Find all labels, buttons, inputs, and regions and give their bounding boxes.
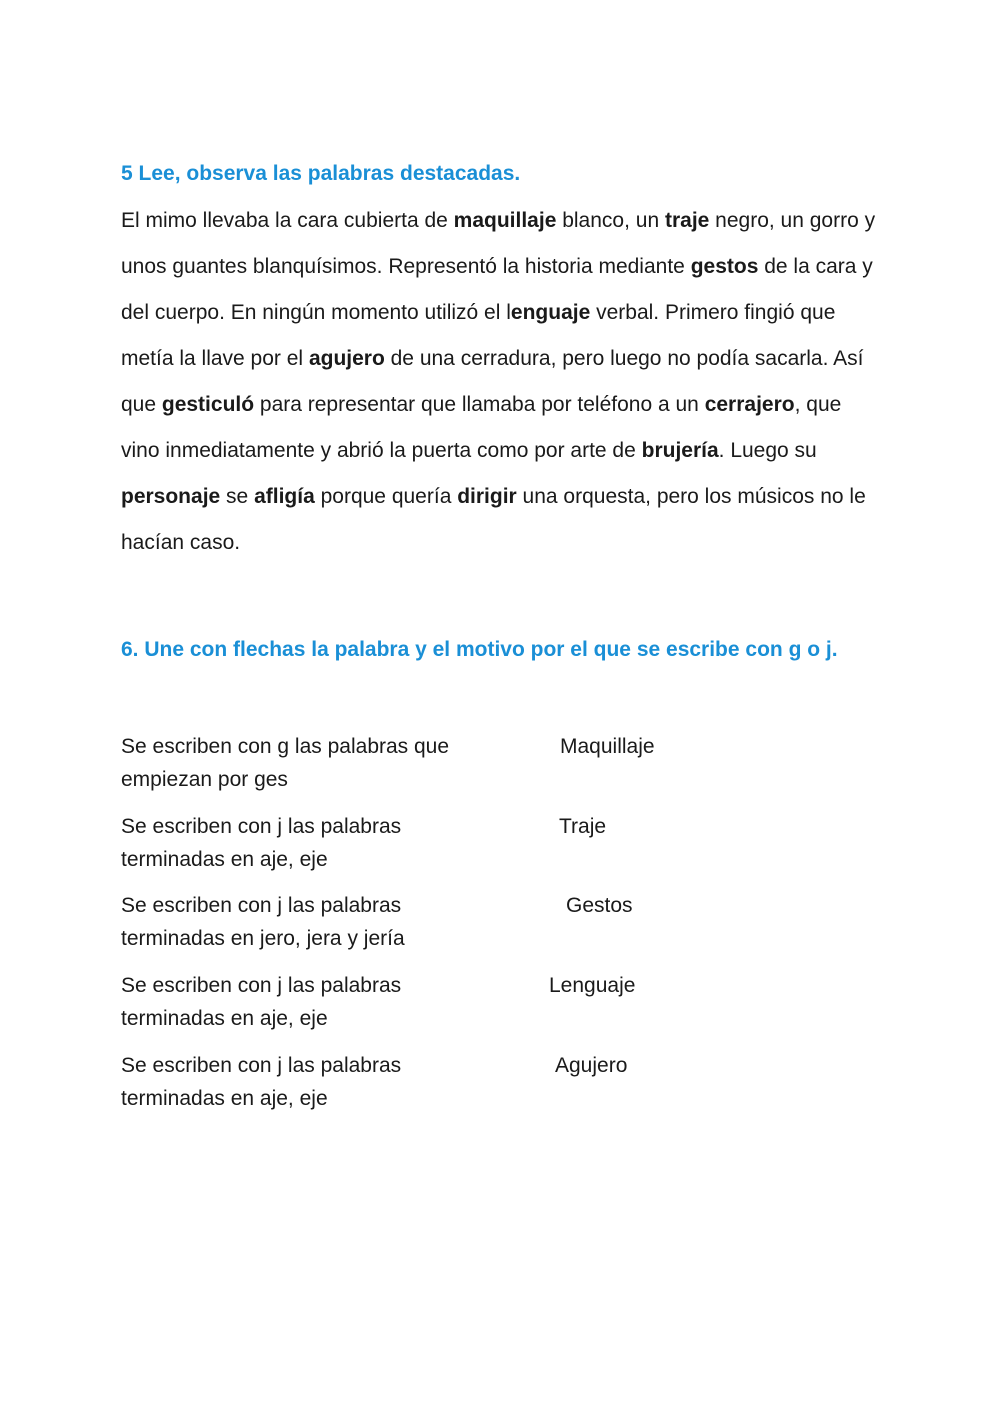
paragraph-text: blanco, un bbox=[556, 209, 665, 232]
highlighted-word: cerrajero bbox=[704, 393, 795, 416]
rule-text: Se escriben con j las palabras terminadas en aje, eje bbox=[121, 815, 402, 871]
paragraph-text: , que vino inmediatamente y abrió la puerta como por arte de bbox=[121, 393, 842, 462]
highlighted-word: dirigir bbox=[457, 485, 517, 508]
highlighted-word: traje bbox=[664, 209, 710, 232]
exercise-5-heading: 5 Lee, observa las palabras destacadas. bbox=[121, 162, 521, 185]
match-row bbox=[121, 810, 881, 880]
paragraph-text: para representar que llamaba por teléfono a un bbox=[254, 393, 705, 416]
rule-text: Se escriben con j las palabras terminadas en aje, eje bbox=[121, 1054, 402, 1110]
paragraph-text: El mimo llevaba la cara cubierta de bbox=[121, 209, 454, 232]
highlighted-word: agujero bbox=[308, 347, 385, 370]
paragraph-text: de una cerradura, pero luego no podía sacarla. Así que bbox=[121, 347, 864, 416]
paragraph-text: se bbox=[220, 485, 255, 508]
word-option[interactable]: Maquillaje bbox=[560, 735, 655, 758]
rule-text: Se escriben con j las palabras terminadas en jero, jera y jería bbox=[121, 894, 405, 950]
exercise-5-paragraph bbox=[121, 198, 881, 566]
paragraph-text: una orquesta, pero los músicos no le hacían caso. bbox=[121, 485, 866, 554]
rule-text: Se escriben con g las palabras que empiezan por ges bbox=[121, 735, 450, 791]
highlighted-word: enguaje bbox=[510, 301, 591, 324]
highlighted-word: afligía bbox=[254, 485, 315, 508]
match-row bbox=[121, 889, 881, 959]
word-option[interactable]: Agujero bbox=[555, 1054, 628, 1077]
highlighted-word: personaje bbox=[121, 485, 221, 508]
match-row bbox=[121, 1049, 881, 1119]
paragraph-text: negro, un gorro y unos guantes blanquísimos. Representó la historia mediante bbox=[121, 209, 876, 278]
paragraph-text: de la cara y del cuerpo. En ningún momento utilizó el l bbox=[121, 255, 873, 324]
highlighted-word: gestos bbox=[690, 255, 759, 278]
rule-text: Se escriben con j las palabras terminadas en aje, eje bbox=[121, 974, 402, 1030]
match-row bbox=[121, 730, 881, 800]
word-option[interactable]: Lenguaje bbox=[549, 974, 636, 997]
match-row bbox=[121, 969, 881, 1039]
highlighted-word: maquillaje bbox=[453, 209, 557, 232]
paragraph-text: porque quería bbox=[314, 485, 458, 508]
highlighted-word: brujería bbox=[641, 439, 719, 462]
word-option[interactable]: Traje bbox=[559, 815, 607, 838]
word-option[interactable]: Gestos bbox=[566, 894, 633, 917]
paragraph-text: . Luego su bbox=[718, 439, 817, 462]
highlighted-word: gesticuló bbox=[161, 393, 255, 416]
exercise-6-heading: 6. Une con flechas la palabra y el motivo por el que se escribe con g o j. bbox=[121, 638, 838, 661]
paragraph-text: verbal. Primero fingió que metía la llave por el bbox=[121, 301, 836, 370]
